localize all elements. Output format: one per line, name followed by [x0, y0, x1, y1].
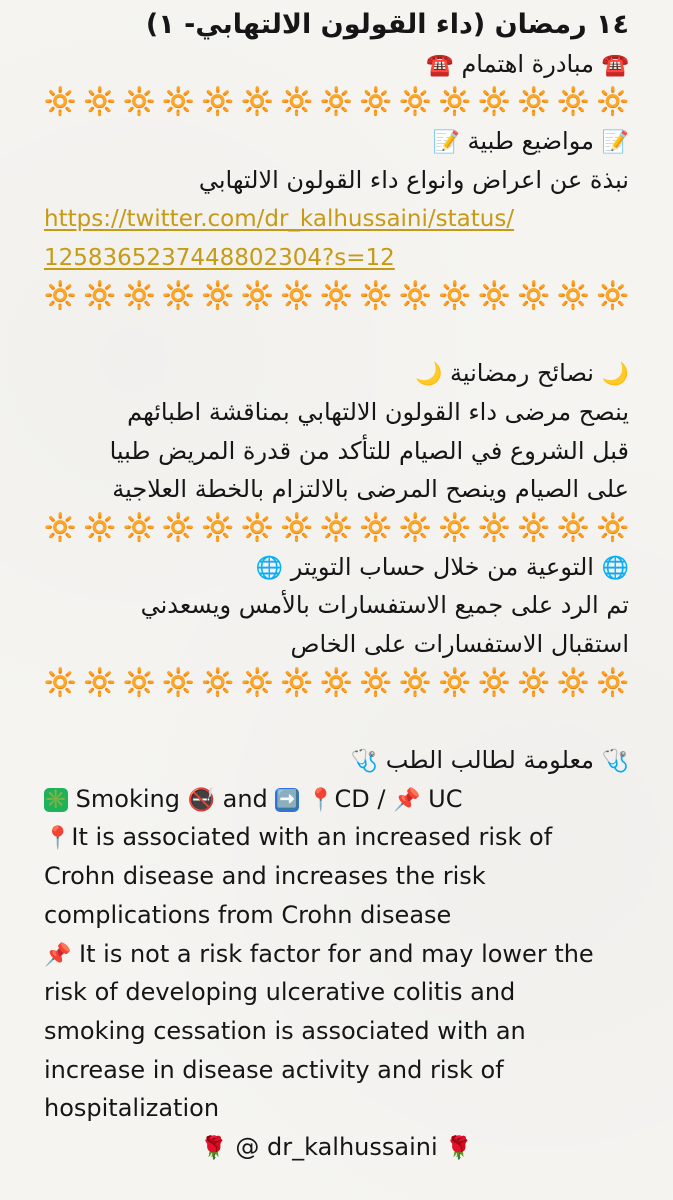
sun-icon: 🔆 [320, 280, 353, 311]
crescent-moon-icon: 🌙 [414, 362, 443, 388]
stethoscope-icon: 🩺 [350, 749, 379, 775]
sun-icon: 🔆 [359, 280, 393, 311]
sun-icon: 🔆 [359, 512, 393, 543]
telephone-icon: ☎️ [426, 52, 454, 78]
memo-icon: 📝 [601, 130, 629, 156]
sun-icon: 🔆 [241, 280, 274, 311]
sun-icon: 🔆 [241, 87, 274, 118]
telephone-icon: ☎️ [601, 52, 629, 78]
sun-icon: 🔆 [596, 667, 629, 698]
sun-icon: 🔆 [557, 87, 590, 118]
blank-line [44, 316, 629, 355]
ramadan-header [44, 354, 629, 393]
sun-icon: 🔆 [557, 667, 590, 698]
topics-header [44, 122, 629, 161]
sun-icon: 🔆 [320, 667, 353, 698]
sun-icon: 🔆 [478, 280, 511, 311]
crescent-moon-icon: 🌙 [601, 362, 629, 388]
uc-paragraph-line: hospitalization [44, 1094, 220, 1123]
globe-icon: 🌐 [601, 555, 629, 581]
globe-icon: 🌐 [255, 555, 284, 581]
eight-spoked-asterisk-icon: ✳️ [44, 788, 68, 810]
sun-icon: 🔆 [162, 280, 195, 311]
sun-icon: 🔆 [122, 87, 156, 118]
sun-icon: 🔆 [83, 667, 116, 698]
memo-icon: 📝 [432, 130, 460, 156]
awareness-header [44, 548, 629, 587]
sun-icon: 🔆 [517, 667, 550, 698]
sun-icon: 🔆 [399, 667, 432, 698]
sun-icon: 🔆 [162, 667, 195, 698]
sun-icon: 🔆 [438, 87, 472, 118]
sun-icon: 🔆 [201, 87, 235, 118]
page-title: ١٤ رمضان (داء القولون الالتهابي- ١) [145, 9, 629, 40]
sun-icon: 🔆 [241, 667, 274, 698]
ramadan-text-line: قبل الشروع في الصيام للتأكد من قدرة المريض طبيا [109, 436, 629, 465]
sun-icon: 🔆 [478, 512, 511, 543]
uc-paragraph-line: increase in disease activity and risk of [44, 1055, 504, 1084]
blank-line [44, 702, 629, 741]
right-arrow-icon: ➡️ [276, 788, 299, 810]
sun-icon: 🔆 [122, 667, 156, 698]
ramadan-text-line: ينصح مرضى داء القولون الالتهابي بمناقشة اطبائهم [127, 397, 629, 426]
sun-icon: 🔆 [359, 87, 393, 118]
sun-icon: 🔆 [320, 87, 353, 118]
sun-icon: 🔆 [241, 512, 274, 543]
awareness-text-line: تم الرد على جميع الاستفسارات بالأمس ويسعدني [140, 591, 629, 620]
twitter-status-link-cont[interactable]: 1258365237448802304?s=12 [44, 245, 395, 272]
uc-paragraph-line: smoking cessation is associated with an [44, 1016, 526, 1045]
sun-icon: 🔆 [517, 87, 550, 118]
sun-icon: 🔆 [83, 87, 116, 118]
rose-icon: 🌹 [445, 1135, 473, 1161]
sun-icon: 🔆 [320, 512, 353, 543]
sun-icon: 🔆 [201, 667, 235, 698]
sun-icon: 🔆 [478, 667, 511, 698]
sun-icon: 🔆 [438, 280, 472, 311]
awareness-label: التوعية من خلال حساب التويتر [290, 552, 594, 581]
student-header [44, 741, 629, 780]
sun-icon: 🔆 [596, 512, 629, 543]
sun-icon: 🔆 [478, 87, 511, 118]
cd-paragraph-line: Crohn disease and increases the risk [44, 862, 486, 891]
sun-icon: 🔆 [438, 667, 472, 698]
initiative-header [44, 45, 629, 84]
ramadan-text-line: على الصيام وينصح المرضى بالالتزام بالخطة العلاجية [112, 475, 629, 504]
round-pushpin-icon: 📍 [44, 826, 72, 852]
sun-icon: 🔆 [517, 512, 550, 543]
cd-text: It is associated with an increased risk of [71, 823, 553, 852]
sun-icon: 🔆 [399, 87, 432, 118]
sun-icon: 🔆 [44, 87, 77, 118]
sun-icon: 🔆 [122, 512, 156, 543]
cd-paragraph-line: complications from Crohn disease [44, 900, 452, 929]
twitter-status-link[interactable]: https://twitter.com/dr_kalhussaini/status/ [44, 206, 515, 233]
student-label: معلومة لطالب الطب [385, 746, 594, 775]
sun-divider [44, 509, 629, 548]
pushpin-icon: 📌 [44, 942, 72, 968]
signature-line [44, 1128, 629, 1167]
sun-icon: 🔆 [44, 667, 77, 698]
uc-paragraph-line: risk of developing ulcerative colitis and [44, 978, 516, 1007]
sun-icon: 🔆 [596, 87, 629, 118]
sun-icon: 🔆 [557, 512, 590, 543]
smoking-heading [44, 780, 629, 819]
note-content [44, 6, 629, 1167]
sun-icon: 🔆 [122, 280, 156, 311]
sun-icon: 🔆 [280, 87, 314, 118]
uc-paragraph-line [44, 935, 629, 974]
pushpin-icon: 📌 [393, 787, 421, 813]
sun-icon: 🔆 [280, 667, 314, 698]
topics-text: نبذة عن اعراض وانواع داء القولون الالتهابي [198, 165, 629, 194]
sun-icon: 🔆 [399, 512, 432, 543]
sun-icon: 🔆 [280, 280, 314, 311]
sun-icon: 🔆 [557, 280, 590, 311]
and-word: and [222, 784, 268, 813]
no-smoking-icon: 🚭 [187, 787, 215, 813]
sun-icon: 🔆 [162, 87, 195, 118]
sun-icon: 🔆 [44, 280, 77, 311]
topics-label: مواضيع طبية [467, 127, 594, 156]
ramadan-label: نصائح رمضانية [449, 359, 594, 388]
topics-link-line-2[interactable] [44, 238, 629, 277]
sun-icon: 🔆 [162, 512, 195, 543]
sun-icon: 🔆 [359, 667, 393, 698]
awareness-text-line: استقبال الاستفسارات على الخاص [290, 630, 629, 658]
sun-icon: 🔆 [44, 512, 77, 543]
sun-divider [44, 277, 629, 316]
initiative-label: مبادرة اهتمام [461, 49, 594, 78]
sun-divider [44, 83, 629, 122]
sun-icon: 🔆 [83, 512, 116, 543]
sun-divider [44, 664, 629, 703]
uc-text: It is not a risk factor for and may lower the [79, 939, 594, 968]
round-pushpin-icon: 📍 [307, 787, 335, 813]
sun-icon: 🔆 [201, 280, 235, 311]
rose-icon: 🌹 [200, 1135, 228, 1161]
sun-icon: 🔆 [438, 512, 472, 543]
twitter-handle: @ dr_kalhussaini [235, 1132, 438, 1161]
stethoscope-icon: 🩺 [601, 749, 629, 775]
sun-icon: 🔆 [596, 280, 629, 311]
uc-label: UC [428, 784, 463, 813]
sun-icon: 🔆 [280, 512, 314, 543]
sun-icon: 🔆 [517, 280, 550, 311]
sun-icon: 🔆 [399, 280, 432, 311]
smoking-word: Smoking [75, 784, 180, 813]
cd-paragraph-line [44, 818, 629, 857]
sun-icon: 🔆 [83, 280, 116, 311]
topics-link-line-1[interactable] [44, 199, 629, 238]
sun-icon: 🔆 [201, 512, 235, 543]
cd-label: CD / [334, 784, 386, 813]
